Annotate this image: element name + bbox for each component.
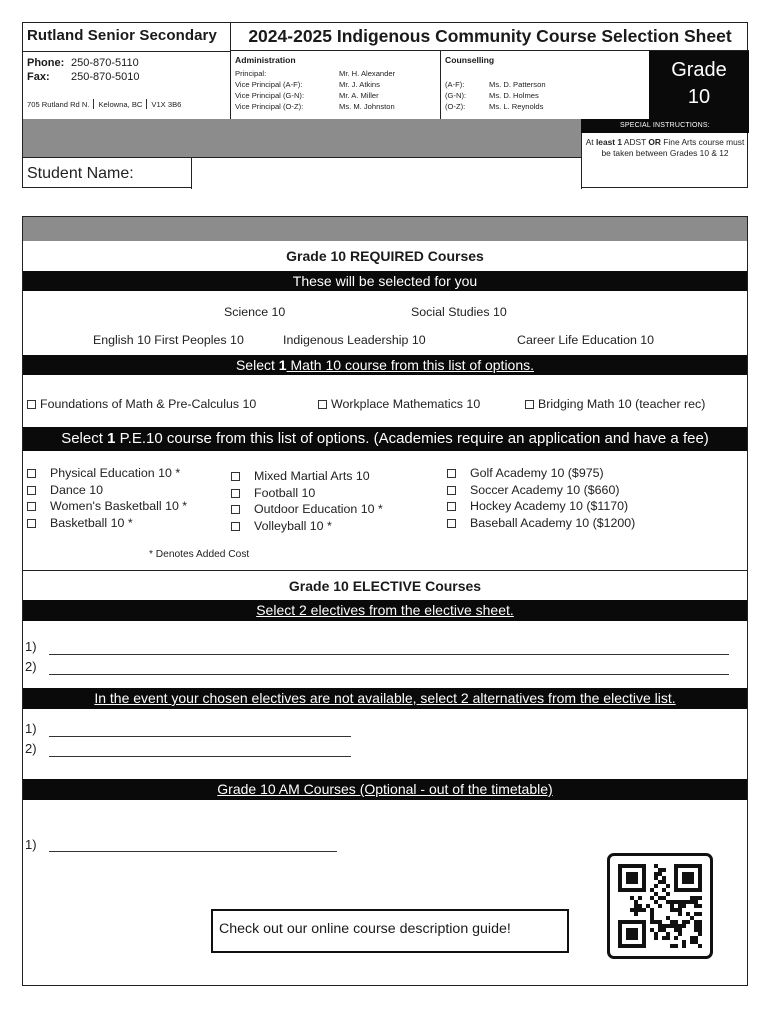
- course-form: [22, 216, 748, 986]
- phone-label: Phone:: [27, 57, 65, 69]
- pe-option[interactable]: [231, 518, 383, 535]
- required-course: Science 10: [224, 305, 286, 319]
- pe-option-label: Mixed Martial Arts 10: [254, 469, 370, 483]
- alternative-1-line[interactable]: [49, 736, 351, 737]
- checkbox[interactable]: [231, 522, 240, 531]
- alternatives-bar: [23, 688, 747, 709]
- checkbox[interactable]: [318, 400, 327, 409]
- counsellor-name: Ms. D. Patterson: [489, 80, 546, 89]
- elective-number: 1): [25, 639, 37, 654]
- checkbox[interactable]: [27, 469, 36, 478]
- bar-text: Math 10 course from this list of options.: [286, 357, 535, 373]
- pe-option-label: Soccer Academy 10 ($660): [470, 482, 620, 497]
- title-bold: ELECTIVE: [352, 578, 422, 594]
- admin-row: [235, 69, 395, 78]
- special-text-part: ADST: [622, 137, 649, 147]
- pe-option-label: Golf Academy 10 ($975): [470, 466, 604, 480]
- address-city: Kelowna, BC: [98, 100, 143, 109]
- math-bar: [23, 355, 747, 375]
- pe-option[interactable]: [27, 515, 187, 532]
- address-postal: V1X 3B6: [151, 100, 182, 109]
- pe-column: [231, 468, 383, 534]
- am-number: 1): [25, 837, 37, 852]
- bar-text: Select: [235, 357, 279, 373]
- admin-name: Mr. J. Atkins: [339, 80, 380, 89]
- admin-row: [235, 91, 379, 100]
- pe-bar: [23, 427, 747, 451]
- pe-option-label: Women's Basketball 10 *: [50, 499, 188, 513]
- divider: [23, 570, 747, 571]
- pe-option-label: Volleyball 10 *: [254, 518, 332, 533]
- elective-courses-title: [23, 578, 747, 594]
- student-name-row: [23, 157, 581, 189]
- admin-role: Vice Principal (G-N):: [235, 91, 305, 100]
- pe-option[interactable]: [27, 498, 187, 515]
- counsellor-range: (O-Z):: [445, 102, 466, 111]
- checkbox[interactable]: [27, 400, 36, 409]
- qr-pattern: [610, 856, 710, 956]
- alternative-2-line[interactable]: [49, 756, 351, 757]
- title-part: Courses: [423, 248, 484, 264]
- grade-word: Grade: [671, 59, 727, 81]
- pe-column: [447, 465, 635, 531]
- gray-band: [23, 217, 747, 241]
- pe-option-label: Physical Education 10 *: [50, 466, 181, 480]
- pe-option-label: Football 10: [254, 485, 316, 500]
- fax-number: 250-870-5010: [71, 71, 140, 83]
- admin-row: [235, 102, 395, 111]
- counsellor-row: [445, 91, 539, 100]
- pe-option[interactable]: [231, 468, 383, 485]
- math-option-label: Foundations of Math & Pre-Calculus 10: [40, 397, 257, 411]
- bar-number: 1: [107, 430, 116, 447]
- added-cost-note: * Denotes Added Cost: [149, 549, 250, 560]
- counsellor-name: Ms. L. Reynolds: [489, 102, 544, 111]
- pe-column: [27, 465, 187, 531]
- title-part: Grade 10: [286, 248, 350, 264]
- math-option[interactable]: [525, 397, 705, 411]
- grade-number: 10: [687, 86, 711, 108]
- counsellor-name: Ms. D. Holmes: [489, 91, 539, 100]
- pe-option[interactable]: [447, 465, 635, 482]
- pe-option-label: Outdoor Education 10 *: [254, 502, 383, 516]
- checkbox[interactable]: [447, 469, 456, 478]
- pe-option-label: Dance 10: [50, 482, 104, 497]
- school-name: Rutland Senior Secondary: [27, 27, 217, 44]
- page-title: 2024-2025 Indigenous Community Course Selection Sheet: [248, 26, 732, 46]
- pe-option[interactable]: [27, 465, 187, 482]
- checkbox[interactable]: [231, 505, 240, 514]
- checkbox[interactable]: [231, 489, 240, 498]
- required-courses-title: [23, 248, 747, 264]
- alternatives-bar-text: In the event your chosen electives are not available, select 2 alternatives from the elective list.: [94, 690, 676, 706]
- admin-name: Mr. A. Miller: [339, 91, 379, 100]
- admin-role: Vice Principal (O-Z):: [235, 102, 304, 111]
- pe-option[interactable]: [447, 498, 635, 515]
- required-course: Social Studies 10: [411, 305, 507, 319]
- checkbox[interactable]: [447, 519, 456, 528]
- elective-bar: [23, 600, 747, 621]
- required-course: English 10 First Peoples 10: [93, 333, 244, 347]
- pe-option[interactable]: [27, 482, 187, 499]
- address-street: 705 Rutland Rd N.: [27, 100, 90, 109]
- school-info: [23, 23, 231, 119]
- title-part: Grade 10: [288, 578, 353, 594]
- special-text-bold: OR: [648, 137, 661, 147]
- counsellor-row: [445, 80, 546, 89]
- counsellor-range: (A-F):: [445, 80, 465, 89]
- counsellor-row: [445, 102, 543, 111]
- title-block: [231, 23, 749, 51]
- admin-role: Vice Principal (A-F):: [235, 80, 303, 89]
- checkbox[interactable]: [27, 502, 36, 511]
- pe-option-label: Baseball Academy 10 ($1200): [470, 515, 636, 530]
- fax-row: [27, 71, 140, 83]
- counselling-block: [441, 51, 649, 119]
- alternative-number: 2): [25, 741, 37, 756]
- checkbox[interactable]: [447, 502, 456, 511]
- divider: [146, 99, 147, 109]
- elective-1-line[interactable]: [49, 654, 729, 655]
- required-course: Career Life Education 10: [517, 333, 655, 347]
- school-address: [27, 99, 181, 109]
- required-course: Indigenous Leadership 10: [283, 333, 426, 347]
- phone-number: 250-870-5110: [71, 57, 139, 69]
- administration-block: [231, 51, 441, 119]
- counselling-heading: Counselling: [445, 55, 495, 65]
- special-text-part: Fine Arts course must be taken between Grades 10 & 12: [601, 137, 745, 158]
- required-bar: [23, 271, 747, 291]
- title-part: Courses: [421, 578, 482, 594]
- am-courses-bar-text: Grade 10 AM Courses (Optional - out of the timetable): [217, 781, 553, 797]
- divider: [93, 99, 94, 109]
- administration-heading: Administration: [235, 55, 296, 65]
- course-guide-callout[interactable]: [211, 909, 569, 953]
- title-bold: REQUIRED: [350, 248, 424, 264]
- special-instructions-text: [581, 137, 749, 159]
- grade-badge: [649, 51, 749, 119]
- elective-2-line[interactable]: [49, 674, 729, 675]
- pe-option[interactable]: [447, 482, 635, 499]
- bar-number: 1: [278, 357, 287, 373]
- checkbox[interactable]: [447, 486, 456, 495]
- am-courses-bar: [23, 779, 747, 800]
- special-text-bold: least 1: [595, 137, 623, 147]
- bar-text: Select: [61, 430, 108, 447]
- admin-name: Mr. H. Alexander: [339, 69, 396, 78]
- special-text-part: At: [585, 137, 596, 147]
- checkbox[interactable]: [525, 400, 534, 409]
- course-guide-text: Check out our online course description guide!: [219, 921, 511, 937]
- qr-code-icon[interactable]: [607, 853, 713, 959]
- gray-band: [23, 119, 581, 157]
- student-name-label: Student Name:: [27, 165, 134, 182]
- checkbox[interactable]: [27, 486, 36, 495]
- checkbox[interactable]: [231, 472, 240, 481]
- special-instructions-heading: SPECIAL INSTRUCTIONS:: [581, 119, 749, 133]
- student-name-field[interactable]: [191, 158, 581, 189]
- pe-option[interactable]: [447, 515, 635, 532]
- pe-option[interactable]: [231, 485, 383, 502]
- divider: [23, 51, 231, 52]
- admin-name: Ms. M. Johnston: [339, 102, 395, 111]
- fax-label: Fax:: [27, 71, 50, 83]
- math-option[interactable]: [27, 397, 256, 411]
- header-section: [22, 22, 748, 188]
- am-course-line[interactable]: [49, 851, 337, 852]
- math-option-label: Bridging Math 10 (teacher rec): [538, 397, 706, 411]
- pe-option[interactable]: [231, 501, 383, 518]
- math-option-label: Workplace Mathematics 10: [331, 397, 481, 411]
- pe-option-label: Hockey Academy 10 ($1170): [470, 499, 629, 513]
- elective-bar-text: Select 2 electives from the elective sheet.: [256, 602, 514, 618]
- pe-option-label: Basketball 10 *: [50, 515, 133, 530]
- required-bar-text: These will be selected for you: [292, 273, 478, 289]
- alternative-number: 1): [25, 721, 37, 736]
- bar-text: P.E.10 course from this list of options. (Academies require an application and have a fee): [115, 430, 709, 447]
- elective-number: 2): [25, 659, 37, 674]
- math-option[interactable]: [318, 397, 480, 411]
- admin-role: Principal:: [235, 69, 267, 78]
- admin-row: [235, 80, 380, 89]
- phone-row: [27, 57, 139, 69]
- counsellor-range: (G-N):: [445, 91, 467, 100]
- checkbox[interactable]: [27, 519, 36, 528]
